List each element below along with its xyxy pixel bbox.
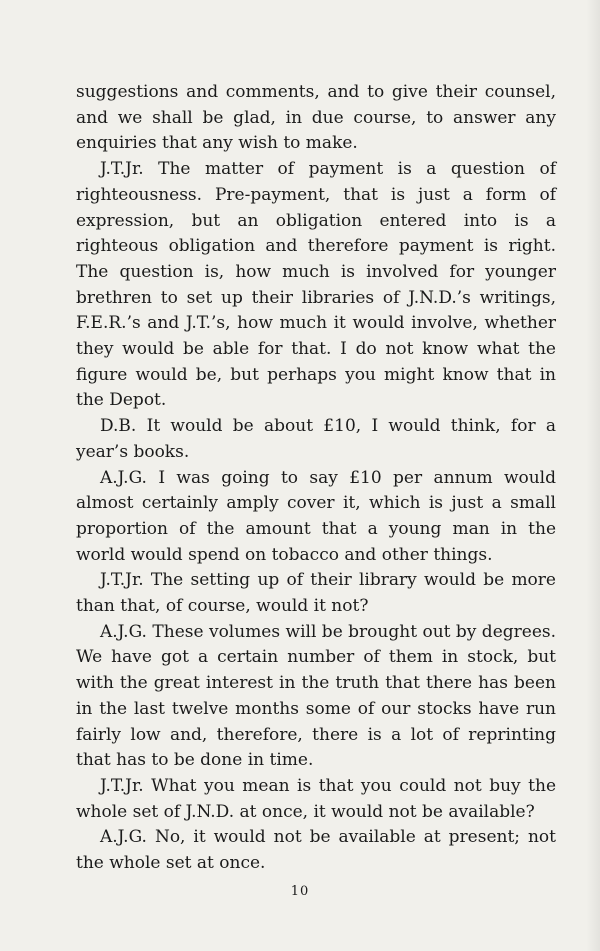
paragraph-text: I was going to say £10 per annum would almost certainly amply cover it, which is just a small proportion of the amount that a young man in the world would spend on tobacco and other things.: [76, 467, 556, 565]
speaker-label: J.T.Jr.: [100, 570, 144, 591]
paragraph-text: These volumes will be brought out by degrees. We have got a certain number of them in stock, but with the great interest in the truth that there has been in the last twelve months some of our stocks have run fairly low and, therefore, there is a lot of reprinting that has to be done in time.: [76, 621, 557, 771]
paragraph-3: [76, 414, 556, 465]
speaker-label: A.J.G.: [100, 621, 147, 642]
paragraph-6: [76, 620, 556, 774]
body-text: [76, 80, 556, 877]
paragraph-text: The matter of payment is a question of righteousness. Pre-payment, that is just a form of expression, but an obligation entered into is a righteous obligation and therefore payment is right. The question is, how much is involved for younger brethren to set up their libraries of J.N.D.’s writings, F.E.R.’s and J.T.’s, how much it would involve, whether they would be able for that. I do not know what the figure would be, but perhaps you might know that in the Depot.: [76, 159, 557, 411]
paragraph-1: [76, 80, 556, 157]
speaker-label: J.T.Jr.: [100, 775, 144, 796]
paragraph-text: No, it would not be available at present; not the whole set at once.: [76, 827, 557, 874]
paragraph-text: It would be about £10, I would think, for a year’s books.: [76, 416, 556, 462]
speaker-label: A.J.G.: [100, 467, 147, 488]
speaker-label: A.J.G.: [100, 827, 147, 848]
paragraph-text: suggestions and comments, and to give their counsel, and we shall be glad, in due course, to answer any enquiries that any wish to make.: [76, 82, 556, 154]
paragraph-4: [76, 466, 556, 569]
page-number: 10: [290, 884, 310, 899]
paragraph-text: What you mean is that you could not buy the whole set of J.N.D. at once, it would not be available?: [76, 775, 556, 822]
speaker-label: D.B.: [100, 416, 137, 437]
paragraph-text: The setting up of their library would be more than that, of course, would it not?: [76, 570, 556, 617]
paragraph-7: [76, 774, 556, 825]
paragraph-5: [76, 568, 556, 619]
paragraph-8: [76, 825, 556, 876]
paragraph-2: [76, 157, 556, 414]
speaker-label: J.T.Jr.: [100, 159, 144, 180]
